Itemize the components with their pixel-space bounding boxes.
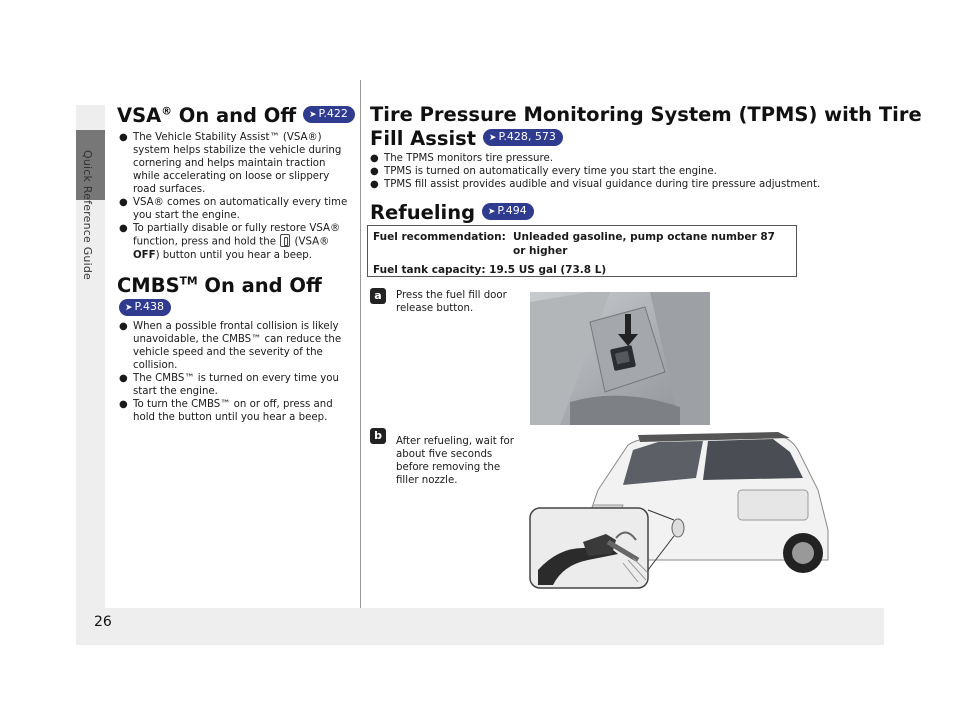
- vsa-page-ref-link[interactable]: ➤ P.422: [303, 106, 355, 123]
- refueling-car-photo: [528, 430, 838, 590]
- arrow-icon: ➤: [308, 110, 317, 120]
- fuel-door-release-photo: [530, 292, 710, 425]
- list-item: ● When a possible frontal collision is likely unavoidable, the CMBS™ can reduce the vehicle speed and the severity of the collision.: [119, 320, 351, 372]
- vsa-bullet-list: [119, 131, 351, 262]
- step-b-text: After refueling, wait for about five seconds before removing the filler nozzle.: [396, 436, 514, 486]
- arrow-icon: ➤: [487, 207, 496, 217]
- list-item: ● VSA® comes on automatically every time you start the engine.: [119, 196, 351, 222]
- cmbs-heading: CMBS™ On and Off: [117, 274, 322, 297]
- list-item: ● The Vehicle Stability Assist™ (VSA®) system helps stabilize the vehicle during cornering and helps maintain traction while accelerating on loose or slippery road surfaces.: [119, 131, 351, 196]
- refueling-page-ref-link[interactable]: ➤ P.494: [482, 203, 534, 220]
- list-item: ● The CMBS™ is turned on every time you start the engine.: [119, 372, 351, 398]
- list-item: ● To turn the CMBS™ on or off, press and hold the button until you hear a beep.: [119, 398, 351, 424]
- list-item: ● TPMS fill assist provides audible and visual guidance during tire pressure adjustment.: [370, 178, 830, 191]
- arrow-icon: ➤: [488, 133, 497, 143]
- tpms-page-ref-link[interactable]: ➤ P.428, 573: [483, 129, 563, 146]
- arrow-icon: ➤: [125, 303, 133, 313]
- list-item: ● The TPMS monitors tire pressure.: [370, 152, 830, 165]
- tpms-bullet-list: [370, 152, 830, 191]
- step-marker-b: b: [370, 428, 386, 444]
- cmbs-bullet-list: [119, 320, 351, 424]
- step-a-text: Press the fuel fill door release button.: [396, 290, 507, 314]
- page-number: 26: [94, 614, 112, 630]
- step-marker-a: a: [370, 288, 386, 304]
- fuel-recommendation-row: Fuel recommendation: Unleaded gasoline, pump octane number 87 or higher: [373, 231, 775, 257]
- cmbs-page-ref-link[interactable]: ➤ P.438: [119, 299, 171, 316]
- list-item: ● TPMS is turned on automatically every time you start the engine.: [370, 165, 830, 178]
- list-item: ● To partially disable or fully restore VSA® function, press and hold the (VSA® OFF) button until you hear a beep.: [119, 222, 351, 262]
- vsa-off-button-icon: [280, 234, 290, 247]
- fuel-capacity: Fuel tank capacity: 19.5 US gal (73.8 L): [373, 264, 607, 276]
- cmbs-ref-wrapper: [119, 299, 171, 318]
- tpms-heading: Tire Pressure Monitoring System (TPMS) with Tire Fill Assist ➤ P.428, 573: [370, 103, 922, 150]
- column-divider: [360, 80, 361, 608]
- side-label: Quick Reference Guide: [81, 150, 94, 280]
- fuel-info-box: [367, 225, 797, 277]
- vsa-heading: VSA® On and Off ➤ P.422: [117, 104, 355, 127]
- refueling-heading: Refueling ➤ P.494: [370, 201, 534, 224]
